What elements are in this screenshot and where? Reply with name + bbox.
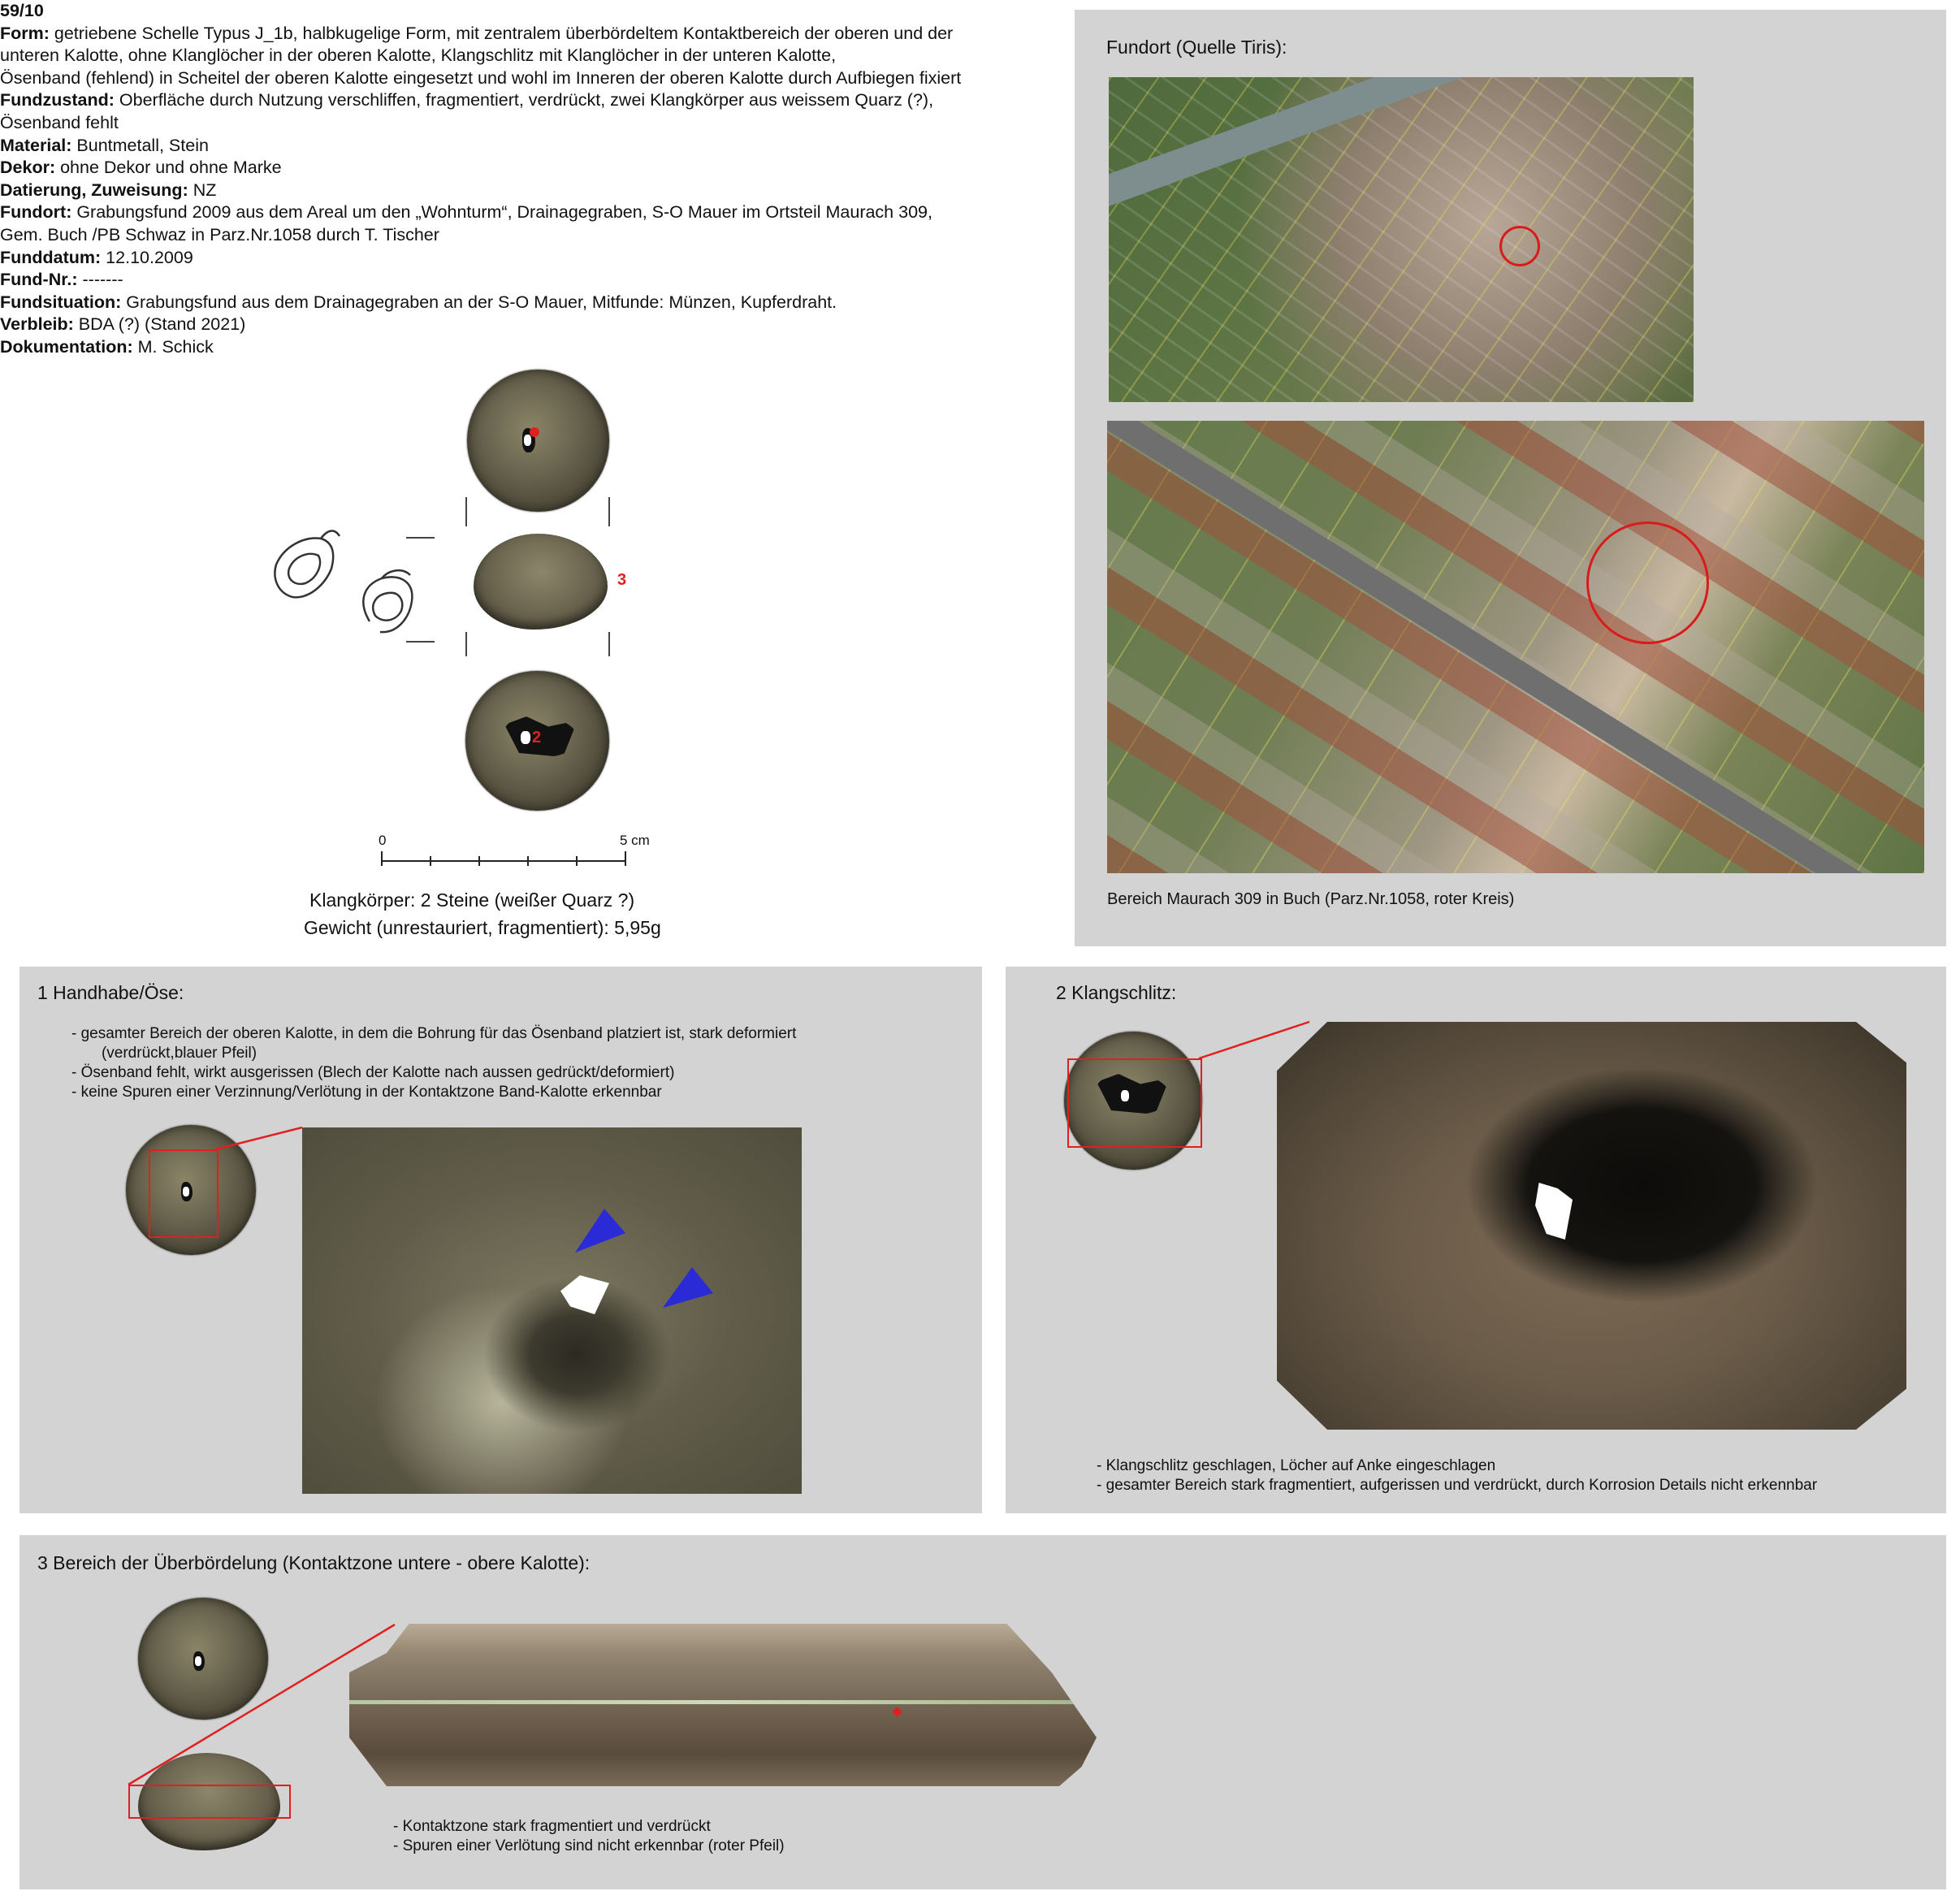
panel1-highlight-box (149, 1149, 218, 1238)
panel3-bell-thumbnail (138, 1598, 268, 1720)
form-text: getriebene Schelle Typus J_1b, halbkugelige Form, mit zentralem überbördeltem Kontaktbereich der oberen und der (49, 23, 954, 43)
fundsituation-text: Grabungsfund aus dem Drainagegraben an der S-O Mauer, Mitfunde: Münzen, Kupferdraht. (121, 292, 837, 312)
object-description (0, 0, 1056, 359)
panel3-title: 3 Bereich der Überbördelung (Kontaktzone untere - obere Kalotte): (37, 1552, 591, 1573)
dokumentation-text: M. Schick (132, 336, 214, 357)
panel1-bullet-4: - keine Spuren einer Verzinnung/Verlötung in der Kontaktzone Band-Kalotte erkennbar (71, 1084, 662, 1101)
overview-map (1109, 77, 1694, 402)
form-label: Form: (0, 23, 50, 43)
panel2-bullet-1: - Klangschlitz geschlagen, Löcher auf Anke eingeschlagen (1097, 1457, 1496, 1474)
panel1-bullet-1: - gesamter Bereich der oberen Kalotte, in dem die Bohrung für das Ösenband platziert ist, stark deformiert (71, 1025, 797, 1042)
form-text-3: Ösenband (fehlend) in Scheitel der oberen Kalotte eingesetzt und wohl im Inneren der oberen Kalotte durch Aufbiegen fixiert (0, 67, 962, 88)
bell-top-view-photo (467, 370, 609, 512)
dekor-label: Dekor: (0, 158, 56, 178)
fundnr-label: Fund-Nr.: (0, 270, 78, 290)
panel2-detail-photo (1277, 1022, 1906, 1430)
scale-bar (382, 851, 625, 866)
panel2-bullet-2: - gesamter Bereich stark fragmentiert, aufgerissen und verdrückt, durch Korrosion Details nicht erkennbar (1097, 1477, 1818, 1494)
panel3-bullet-2: - Spuren einer Verlötung sind nicht erkennbar (roter Pfeil) (393, 1837, 785, 1854)
funddatum-text: 12.10.2009 (101, 247, 193, 267)
form-text-2: unteren Kalotte, ohne Klanglöcher in der oberen Kalotte, Klangschlitz mit Klanglöcher in der unteren Kalotte, (0, 45, 837, 66)
material-label: Material: (0, 135, 72, 155)
weight-caption: Gewicht (unrestauriert, fragmentiert): 5,95g (304, 917, 661, 938)
panel1-bullet-2: (verdrückt,blauer Pfeil) (71, 1045, 257, 1062)
fundnr-text: ------- (77, 270, 123, 290)
panel2-highlight-box (1067, 1058, 1202, 1148)
map-caption: Bereich Maurach 309 in Buch (Parz.Nr.1058, roter Kreis) (1107, 890, 1515, 908)
panel3-detail-photo (349, 1624, 1097, 1786)
verbleib-label: Verbleib: (0, 314, 74, 335)
bell-side-view-photo (474, 534, 608, 630)
fundort-label: Fundort: (0, 202, 72, 223)
dekor-text: ohne Dekor und ohne Marke (55, 158, 282, 178)
fundzustand-label: Fundzustand: (0, 90, 115, 110)
label-2: 2 (532, 729, 542, 746)
dokumentation-label: Dokumentation: (0, 336, 133, 357)
wire-drawing (275, 531, 412, 633)
fundort-title: Fundort (Quelle Tiris): (1106, 37, 1287, 58)
panel1-detail-photo (302, 1127, 802, 1494)
datierung-text: NZ (188, 180, 217, 200)
panel2-title: 2 Klangschlitz: (1056, 982, 1177, 1003)
panel1-bullet-3: - Ösenband fehlt, wirkt ausgerissen (Blech der Kalotte nach aussen gedrückt/deformiert) (71, 1064, 675, 1081)
object-id: 59/10 (0, 1, 44, 20)
panel1-title: 1 Handhabe/Öse: (37, 982, 184, 1003)
label-3: 3 (617, 571, 627, 589)
detail-map (1107, 421, 1924, 873)
material-text: Buntmetall, Stein (71, 135, 209, 155)
scale-end-label: 5 cm (620, 833, 650, 848)
funddatum-label: Funddatum: (0, 247, 102, 267)
fundort-text: Grabungsfund 2009 aus dem Areal um den „Wohnturm“, Drainagegraben, S-O Mauer im Ortsteil Maurach 309, (71, 202, 932, 223)
panel3-highlight-box (128, 1785, 291, 1819)
fundort-text-2: Gem. Buch /PB Schwaz in Parz.Nr.1058 durch T. Tischer (0, 224, 439, 244)
panel3-bullet-1: - Kontaktzone stark fragmentiert und verdrückt (393, 1818, 711, 1835)
klangkoerper-caption: Klangkörper: 2 Steine (weißer Quarz ?) (309, 889, 635, 911)
fundzustand-text-2: Ösenband fehlt (0, 112, 119, 132)
fundsituation-label: Fundsituation: (0, 292, 122, 312)
fundzustand-text: Oberfläche durch Nutzung verschliffen, fragmentiert, verdrückt, zwei Klangkörper aus weissem Quarz (?), (114, 90, 934, 110)
datierung-label: Datierung, Zuweisung: (0, 180, 188, 200)
scale-start-label: 0 (379, 833, 387, 848)
verbleib-text: BDA (?) (Stand 2021) (73, 314, 246, 335)
